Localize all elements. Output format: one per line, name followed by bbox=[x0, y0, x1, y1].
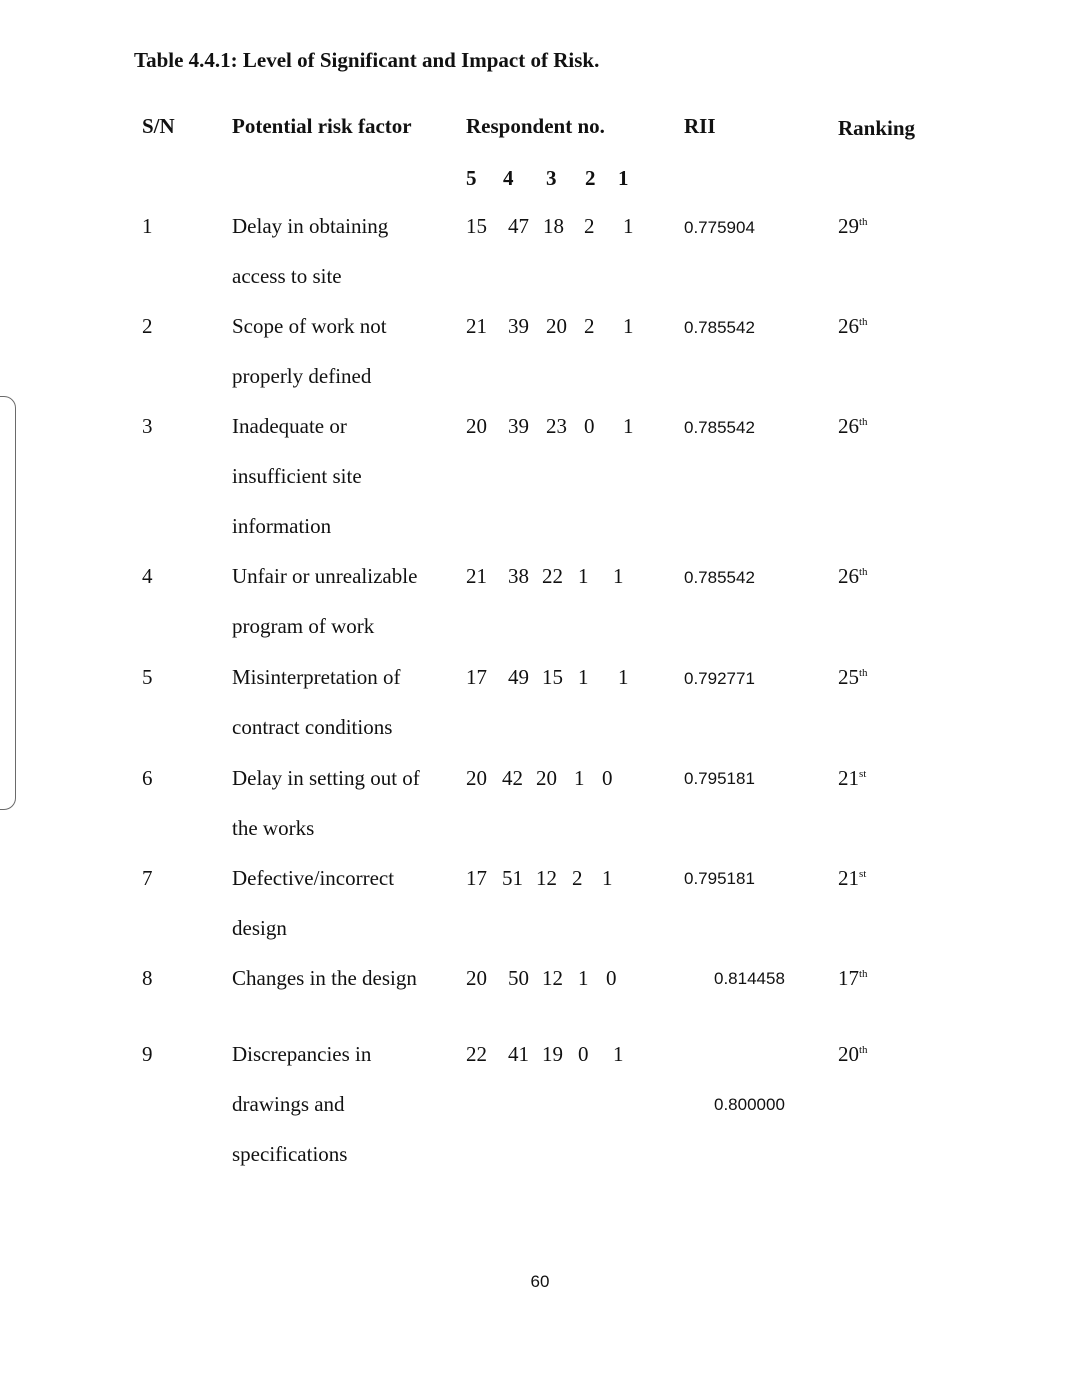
risk-factor-text: Scope of work not bbox=[232, 314, 387, 338]
respondent-count: 20 bbox=[466, 414, 487, 438]
ranking-value bbox=[838, 966, 868, 991]
respondent-count: 1 bbox=[613, 1042, 624, 1066]
respondent-count: 2 bbox=[572, 866, 583, 890]
ranking-suffix: th bbox=[859, 667, 868, 679]
respondent-count: 49 bbox=[508, 665, 529, 689]
respondent-count: 19 bbox=[542, 1042, 563, 1066]
rii-value: 0.785542 bbox=[684, 418, 755, 437]
scale-1: 1 bbox=[618, 166, 629, 190]
risk-factor-text: Delay in setting out of bbox=[232, 766, 420, 790]
risk-factor-text: Changes in the design bbox=[232, 966, 417, 990]
respondent-count: 2 bbox=[584, 314, 595, 338]
respondent-count: 1 bbox=[602, 866, 613, 890]
risk-factor-text: drawings and bbox=[232, 1092, 345, 1116]
respondent-count: 0 bbox=[584, 414, 595, 438]
row-sn: 9 bbox=[142, 1042, 153, 1066]
respondent-count: 17 bbox=[466, 866, 487, 890]
table-title: Table 4.4.1: Level of Significant and Impact of Risk. bbox=[134, 48, 600, 72]
ranking-value bbox=[838, 314, 868, 339]
page-edge-tab bbox=[0, 396, 16, 810]
respondent-count: 22 bbox=[542, 564, 563, 588]
ranking-suffix: th bbox=[859, 968, 868, 980]
scale-2: 2 bbox=[585, 166, 596, 190]
respondent-count: 1 bbox=[578, 966, 589, 990]
ranking-suffix: st bbox=[859, 768, 867, 780]
ranking-suffix: th bbox=[859, 316, 868, 328]
ranking-value bbox=[838, 564, 868, 589]
respondent-count: 15 bbox=[466, 214, 487, 238]
risk-factor-text: Inadequate or bbox=[232, 414, 347, 438]
respondent-count: 1 bbox=[623, 214, 634, 238]
rii-value: 0.792771 bbox=[684, 669, 755, 688]
rii-value: 0.785542 bbox=[684, 318, 755, 337]
rii-value: 0.775904 bbox=[684, 218, 755, 237]
respondent-count: 1 bbox=[574, 766, 585, 790]
risk-factor-text: access to site bbox=[232, 264, 342, 288]
rii-value: 0.795181 bbox=[684, 769, 755, 788]
ranking-value bbox=[838, 414, 868, 439]
header-risk-factor: Potential risk factor bbox=[232, 114, 412, 138]
row-sn: 8 bbox=[142, 966, 153, 990]
ranking-number: 17 bbox=[838, 966, 859, 990]
ranking-value bbox=[838, 1042, 868, 1067]
respondent-count: 47 bbox=[508, 214, 529, 238]
respondent-count: 15 bbox=[542, 665, 563, 689]
ranking-number: 26 bbox=[838, 414, 859, 438]
risk-factor-text: design bbox=[232, 916, 287, 940]
header-rii: RII bbox=[684, 114, 716, 138]
ranking-suffix: th bbox=[859, 216, 868, 228]
respondent-count: 21 bbox=[466, 564, 487, 588]
respondent-count: 20 bbox=[546, 314, 567, 338]
risk-factor-text: Defective/incorrect bbox=[232, 866, 395, 890]
ranking-value bbox=[838, 665, 868, 690]
respondent-count: 1 bbox=[623, 314, 634, 338]
ranking-suffix: st bbox=[859, 868, 867, 880]
respondent-count: 39 bbox=[508, 414, 529, 438]
risk-factor-text: specifications bbox=[232, 1142, 348, 1166]
rii-value: 0.795181 bbox=[684, 869, 755, 888]
risk-factor-text: the works bbox=[232, 816, 315, 840]
row-sn: 3 bbox=[142, 414, 153, 438]
risk-factor-text: Misinterpretation of bbox=[232, 665, 401, 689]
risk-factor-text: contract conditions bbox=[232, 715, 393, 739]
respondent-count: 42 bbox=[502, 766, 523, 790]
risk-factor-text: properly defined bbox=[232, 364, 372, 388]
risk-factor-text: Unfair or unrealizable bbox=[232, 564, 418, 588]
respondent-count: 0 bbox=[578, 1042, 589, 1066]
rii-value: 0.800000 bbox=[714, 1095, 785, 1114]
respondent-count: 23 bbox=[546, 414, 567, 438]
ranking-number: 29 bbox=[838, 214, 859, 238]
row-sn: 4 bbox=[142, 564, 153, 588]
respondent-count: 41 bbox=[508, 1042, 529, 1066]
risk-factor-text: Delay in obtaining bbox=[232, 214, 389, 238]
rii-value: 0.814458 bbox=[714, 969, 785, 988]
respondent-count: 51 bbox=[502, 866, 523, 890]
risk-factor-text: information bbox=[232, 514, 332, 538]
ranking-number: 25 bbox=[838, 665, 859, 689]
header-sn: S/N bbox=[142, 114, 175, 138]
respondent-count: 20 bbox=[536, 766, 557, 790]
respondent-count: 1 bbox=[623, 414, 634, 438]
ranking-number: 21 bbox=[838, 766, 859, 790]
ranking-number: 21 bbox=[838, 866, 859, 890]
respondent-count: 38 bbox=[508, 564, 529, 588]
scale-4: 4 bbox=[503, 166, 514, 190]
row-sn: 7 bbox=[142, 866, 153, 890]
respondent-count: 18 bbox=[543, 214, 564, 238]
row-sn: 6 bbox=[142, 766, 153, 790]
respondent-count: 2 bbox=[584, 214, 595, 238]
respondent-count: 12 bbox=[542, 966, 563, 990]
scale-5: 5 bbox=[466, 166, 477, 190]
ranking-number: 26 bbox=[838, 314, 859, 338]
respondent-count: 39 bbox=[508, 314, 529, 338]
respondent-count: 22 bbox=[466, 1042, 487, 1066]
respondent-count: 1 bbox=[618, 665, 629, 689]
ranking-suffix: th bbox=[859, 416, 868, 428]
row-sn: 1 bbox=[142, 214, 153, 238]
ranking-value bbox=[838, 866, 866, 891]
respondent-count: 17 bbox=[466, 665, 487, 689]
risk-factor-text: Discrepancies in bbox=[232, 1042, 372, 1066]
ranking-suffix: th bbox=[859, 566, 868, 578]
respondent-count: 0 bbox=[602, 766, 613, 790]
rii-value: 0.785542 bbox=[684, 568, 755, 587]
respondent-count: 50 bbox=[508, 966, 529, 990]
respondent-count: 20 bbox=[466, 966, 487, 990]
page-number: 60 bbox=[530, 1272, 550, 1291]
respondent-count: 21 bbox=[466, 314, 487, 338]
respondent-count: 1 bbox=[578, 564, 589, 588]
ranking-suffix: th bbox=[859, 1044, 868, 1056]
respondent-count: 0 bbox=[606, 966, 617, 990]
scale-3: 3 bbox=[546, 166, 557, 190]
respondent-count: 1 bbox=[578, 665, 589, 689]
respondent-count: 1 bbox=[613, 564, 624, 588]
ranking-number: 20 bbox=[838, 1042, 859, 1066]
risk-factor-text: insufficient site bbox=[232, 464, 362, 488]
risk-factor-text: program of work bbox=[232, 614, 375, 638]
respondent-count: 20 bbox=[466, 766, 487, 790]
row-sn: 2 bbox=[142, 314, 153, 338]
ranking-value bbox=[838, 214, 868, 239]
respondent-count: 12 bbox=[536, 866, 557, 890]
header-ranking: Ranking bbox=[838, 116, 916, 140]
ranking-value bbox=[838, 766, 866, 791]
row-sn: 5 bbox=[142, 665, 153, 689]
ranking-number: 26 bbox=[838, 564, 859, 588]
header-respondent: Respondent no. bbox=[466, 114, 605, 138]
